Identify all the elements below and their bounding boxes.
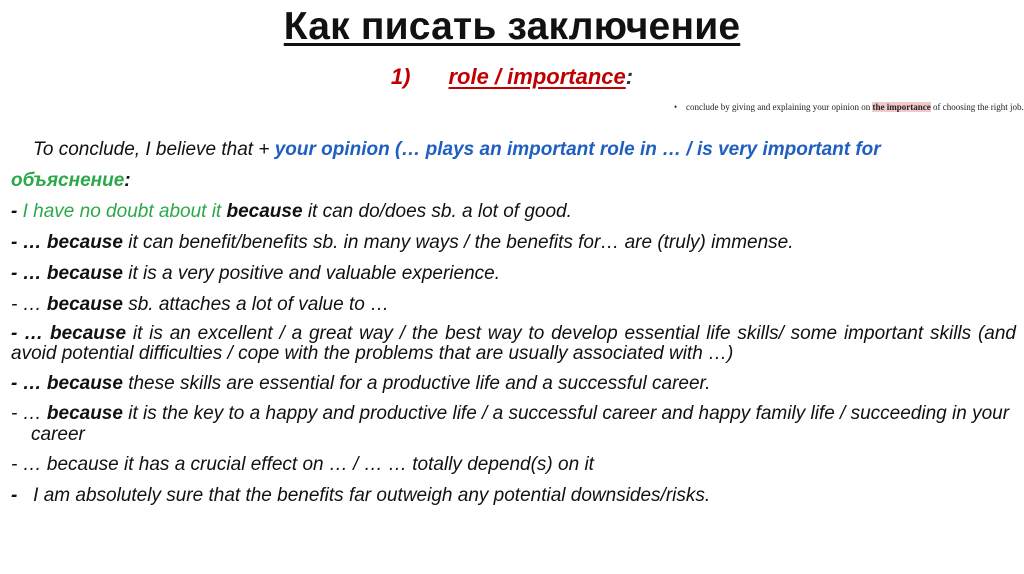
item-dash: - … <box>11 454 47 475</box>
item-text: it can do/does sb. a lot of good. <box>302 201 572 222</box>
explanation-colon: : <box>124 170 131 191</box>
subtitle-text: role / importance <box>448 64 626 89</box>
item-because: because <box>46 294 123 315</box>
list-item <box>11 262 1016 285</box>
note-before: conclude by giving and explaining your opinion on <box>686 102 873 112</box>
bullet-icon: • <box>674 102 678 112</box>
item-dash: - <box>11 485 34 506</box>
item-text: it is a very positive and valuable experience. <box>122 263 500 284</box>
phrase-list <box>11 138 1016 515</box>
item-because: because <box>46 232 123 253</box>
list-item <box>11 231 1016 254</box>
item-green-text: I have no doubt about it <box>22 201 227 222</box>
item-text: these skills are essential for a productive life and a successful career. <box>122 373 711 394</box>
explanation-label: объяснение <box>11 170 125 191</box>
item-because: because <box>226 201 303 222</box>
item-text: it is an excellent / a great way / the best way to develop essential life skills/ some important skills (and avoid potential difficulties / cope with the problems that are usually associated with …) <box>11 323 1016 364</box>
item-text: because it has a crucial effect on … / … … totally depend(s) on it <box>46 454 594 475</box>
item-dash: - <box>11 201 23 222</box>
item-text: it can benefit/benefits sb. in many ways / the benefits for… are (truly) immense. <box>122 232 794 253</box>
note-text <box>674 101 1024 114</box>
list-item <box>11 324 1016 364</box>
item-dash: - … <box>11 263 47 284</box>
list-item <box>11 403 1016 445</box>
intro-opinion: your opinion (… plays an important role in … / is very important for <box>274 139 881 160</box>
item-because: because <box>49 323 127 344</box>
item-dash: - … <box>11 373 47 394</box>
list-item <box>11 293 1016 316</box>
explanation-line <box>11 169 1016 192</box>
list-item <box>11 484 1016 507</box>
item-dash: - … <box>11 232 47 253</box>
list-item <box>11 200 1016 223</box>
subtitle-number: 1) <box>390 64 411 89</box>
list-item <box>11 372 1016 395</box>
task-note-excerpt <box>674 101 1024 114</box>
slide-title: Как писать заключение <box>283 5 741 48</box>
item-text: it is the key to a happy and productive life / a successful career and happy family life / succeeding in your career <box>31 403 1010 445</box>
item-because: because <box>46 263 123 284</box>
item-dash: - … <box>11 294 47 315</box>
item-dash: - … <box>11 323 50 344</box>
item-text: I am absolutely sure that the benefits far outweigh any potential downsides/risks. <box>33 485 711 506</box>
item-because: because <box>46 373 123 394</box>
subtitle-colon: : <box>625 64 634 89</box>
list-item <box>11 453 1016 476</box>
intro-prefix: To conclude, I believe that + <box>33 139 275 160</box>
note-highlight: the importance <box>872 102 931 112</box>
item-because: because <box>46 403 123 424</box>
intro-line <box>11 138 1016 161</box>
item-dash: - … <box>11 403 47 424</box>
item-text: sb. attaches a lot of value to … <box>122 294 390 315</box>
slide-subtitle <box>0 64 1024 90</box>
note-after: of choosing the right job. <box>930 102 1024 112</box>
